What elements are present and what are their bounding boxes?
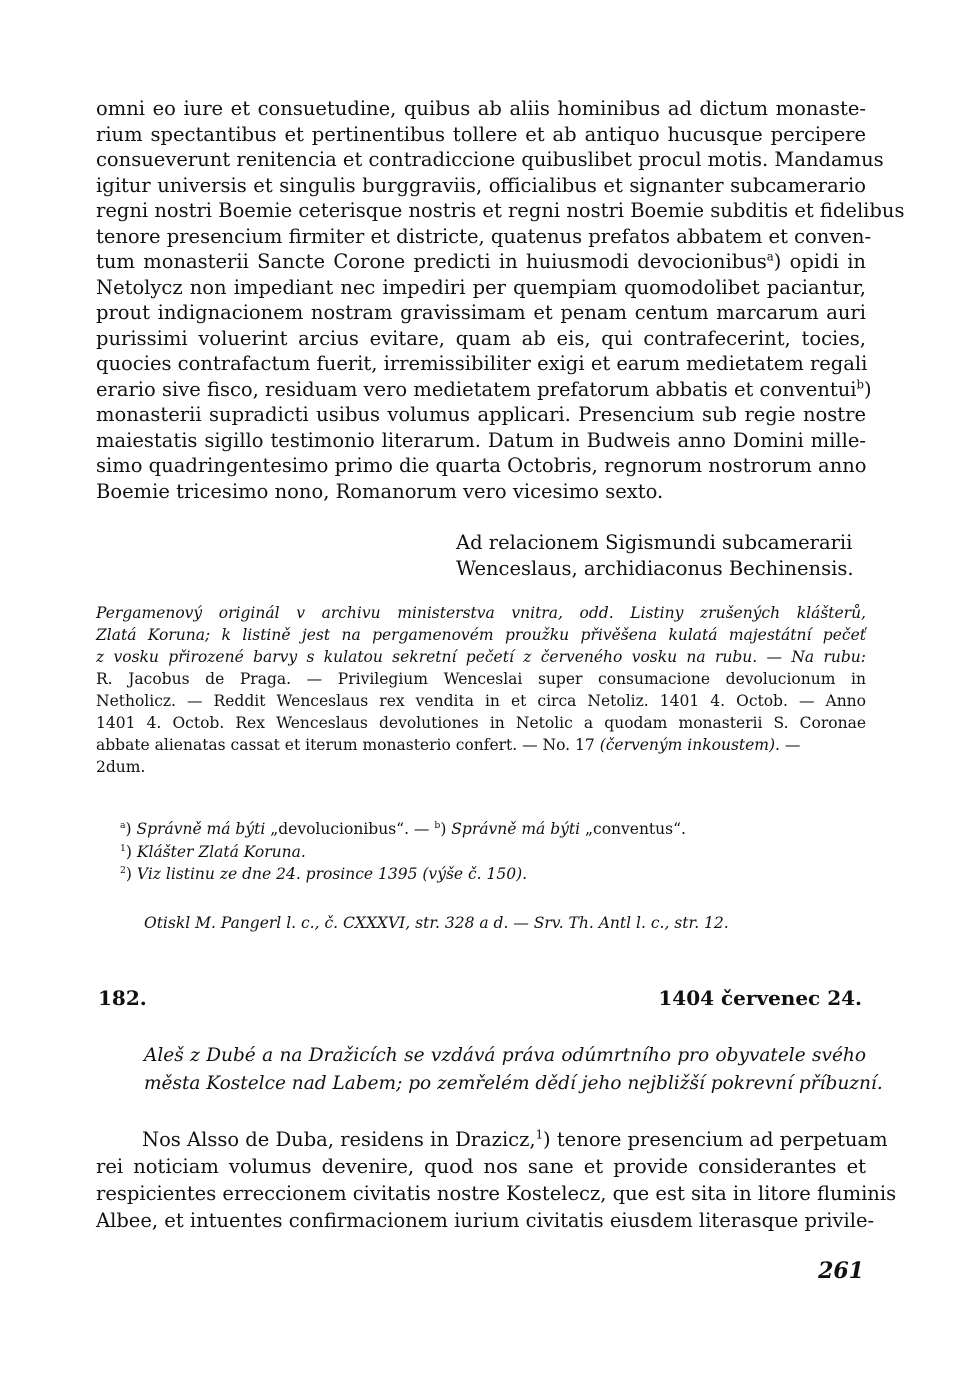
note-line: [96, 734, 866, 756]
text-line: purissimi voluerint arcius evitare, quam ab eis, qui contrafecerint, tocies,: [96, 326, 866, 350]
note-fragment: abbate alienatas cassat et iterum monasterio confert. — No. 17: [96, 736, 600, 754]
note-fragment: (červeným inkoustem).: [599, 736, 780, 754]
charter-text: [96, 96, 905, 504]
note-line: R. Jacobus de Praga. — Privilegium Wenceslai super consumacione devolucionum in: [96, 670, 866, 688]
footnote-text: „devolucionibus“. —: [265, 820, 435, 838]
footnote-text: Klášter Zlatá Koruna.: [136, 842, 306, 861]
note-fragment: z vosku přirozené barvy s kulatou sekretní pečetí z červeného vosku na rubu.: [96, 648, 758, 666]
text-line: [96, 377, 872, 403]
note-line: [96, 646, 866, 668]
footnote-ref: a: [766, 249, 774, 264]
print-reference: [144, 912, 866, 934]
note-line: 1401 4. Octob. Rex Wenceslaus devolutiones in Netolic a quodam monasterii S. Coronae: [96, 714, 866, 732]
footnote-text: Správně má býti: [136, 820, 266, 838]
footnote-mark: b: [434, 819, 441, 831]
footnote-mark: 2: [120, 864, 126, 876]
text-line: omni eo iure et consuetudine, quibus ab aliis hominibus ad dictum monaste-: [96, 97, 866, 120]
text-line: [96, 1126, 888, 1153]
footnote-ref: b: [856, 377, 865, 391]
text-fragment: tum monasterii Sancte Corone predicti in huiusmodi devocionibus: [96, 250, 767, 273]
footnote: $^2$) Viz listinu ze dne 24. prosince 1395 (výše č. 150).: [120, 864, 528, 883]
footnotes: [120, 818, 866, 886]
text-line: maiestatis sigillo testimonio literarum. Datum in Budweis anno Domini mille-: [96, 428, 866, 452]
footnote-ref: 1: [535, 1127, 544, 1142]
regest-line: města Kostelce nad Labem; po zemřelém dědí jeho nejbližší pokrevní příbuzní.: [144, 1073, 883, 1094]
text-line: quocies contrafactum fuerit, irremissibiliter exigi et earum medietatem regali: [96, 352, 868, 375]
document-number: 182.: [98, 986, 147, 1010]
text-line: Albee, et intuentes confirmacionem iurium civitatis eiusdem literasque privile-: [96, 1209, 875, 1232]
text-line: respicientes erreccionem civitatis nostre Kostelecz, que est sita in litore fluminis: [96, 1182, 897, 1205]
text-line: prout indignacionem nostram gravissimam et penam centum marcarum auri: [96, 301, 866, 324]
footnote: $^a$) Správně má býti „devolucionibus“. — $^b$) Správně má býti „conventus“.: [120, 819, 686, 838]
text-line: monasterii supradicti usibus volumus applicari. Presencium sub regie nostre: [96, 403, 866, 426]
footnote-text: „conventus“.: [580, 820, 686, 838]
charter-text-next: [96, 1126, 897, 1234]
footnote-mark: 1: [120, 842, 126, 854]
regest-line: Aleš z Dubé a na Dražicích se vzdává práva odúmrtního pro obyvatele svého: [144, 1045, 866, 1066]
note-line: Zlatá Koruna; k listině jest na pergamenovém proužku přivěšena kulatá majestátní pečeť: [96, 626, 866, 644]
document-date: 1404 červenec 24.: [658, 986, 862, 1010]
note-line: Pergamenový originál v archivu ministerstva vnitra, odd. Listiny zrušených klášterů,: [96, 604, 866, 622]
note-line: Netholicz. — Reddit Wenceslaus rex vendita in et circa Netoliz. 1401 4. Octob. — Anno: [96, 692, 866, 710]
note-fragment: —: [757, 648, 792, 666]
footnote-mark: a: [120, 819, 126, 831]
text-line: Boemie tricesimo nono, Romanorum vero vicesimo sexto.: [96, 479, 664, 503]
text-fragment: ): [864, 377, 872, 401]
footnote-text: Správně má býti: [451, 820, 581, 838]
regest: [144, 1042, 883, 1098]
signature-block: [456, 530, 854, 581]
signature-line: Wenceslaus, archidiaconus Bechinensis.: [456, 556, 854, 580]
text-line: rium spectantibus et pertinentibus tollere et ab antiquo hucusque percipere: [96, 122, 866, 146]
text-line: [96, 249, 866, 275]
text-line: simo quadringentesimo primo die quarta Octobris, regnorum nostrorum anno: [96, 454, 867, 477]
text-fragment: ) opidi in: [773, 250, 866, 273]
text-line: rei noticiam volumus devenire, quod nos sane et provide considerantes et: [96, 1155, 866, 1178]
page-number: 261: [818, 1258, 864, 1284]
text-fragment: ) tenore presencium ad perpetuam: [543, 1128, 888, 1151]
note-fragment: Na rubu:: [791, 648, 866, 666]
text-line: igitur universis et singulis burggraviis, officialibus et signanter subcamerario: [96, 173, 866, 197]
text-line: consueverunt renitencia et contradiccione quibuslibet procul motis. Mandamus: [96, 148, 884, 171]
text-line: tenore presencium firmiter et districte, quatenus prefatos abbatem et conven-: [96, 224, 872, 248]
footnote: $^1$) Klášter Zlatá Koruna.: [120, 842, 306, 861]
source-note: [96, 602, 866, 778]
footnote-text: Viz listinu ze dne 24. prosince 1395 (výše č. 150).: [136, 865, 528, 883]
text-fragment: Nos Alsso de Duba, residens in Drazicz,: [142, 1128, 536, 1151]
note-line: 2dum.: [96, 758, 146, 776]
text-line: Netolycz non impediant nec impediri per quempiam quomodolibet paciantur,: [96, 275, 866, 299]
print-reference-text: Otiskl M. Pangerl l. c., č. CXXXVI, str. 328 a d. — Srv. Th. Antl l. c., str. 12.: [144, 914, 729, 932]
note-fragment: —: [779, 736, 801, 754]
signature-line: Ad relacionem Sigismundi subcamerarii: [456, 531, 853, 554]
text-fragment: erario sive fisco, residuam vero medietatem prefatorum abbatis et conventui: [96, 377, 857, 401]
text-line: regni nostri Boemie ceterisque nostris et regni nostri Boemie subditis et fidelibus: [96, 199, 905, 222]
